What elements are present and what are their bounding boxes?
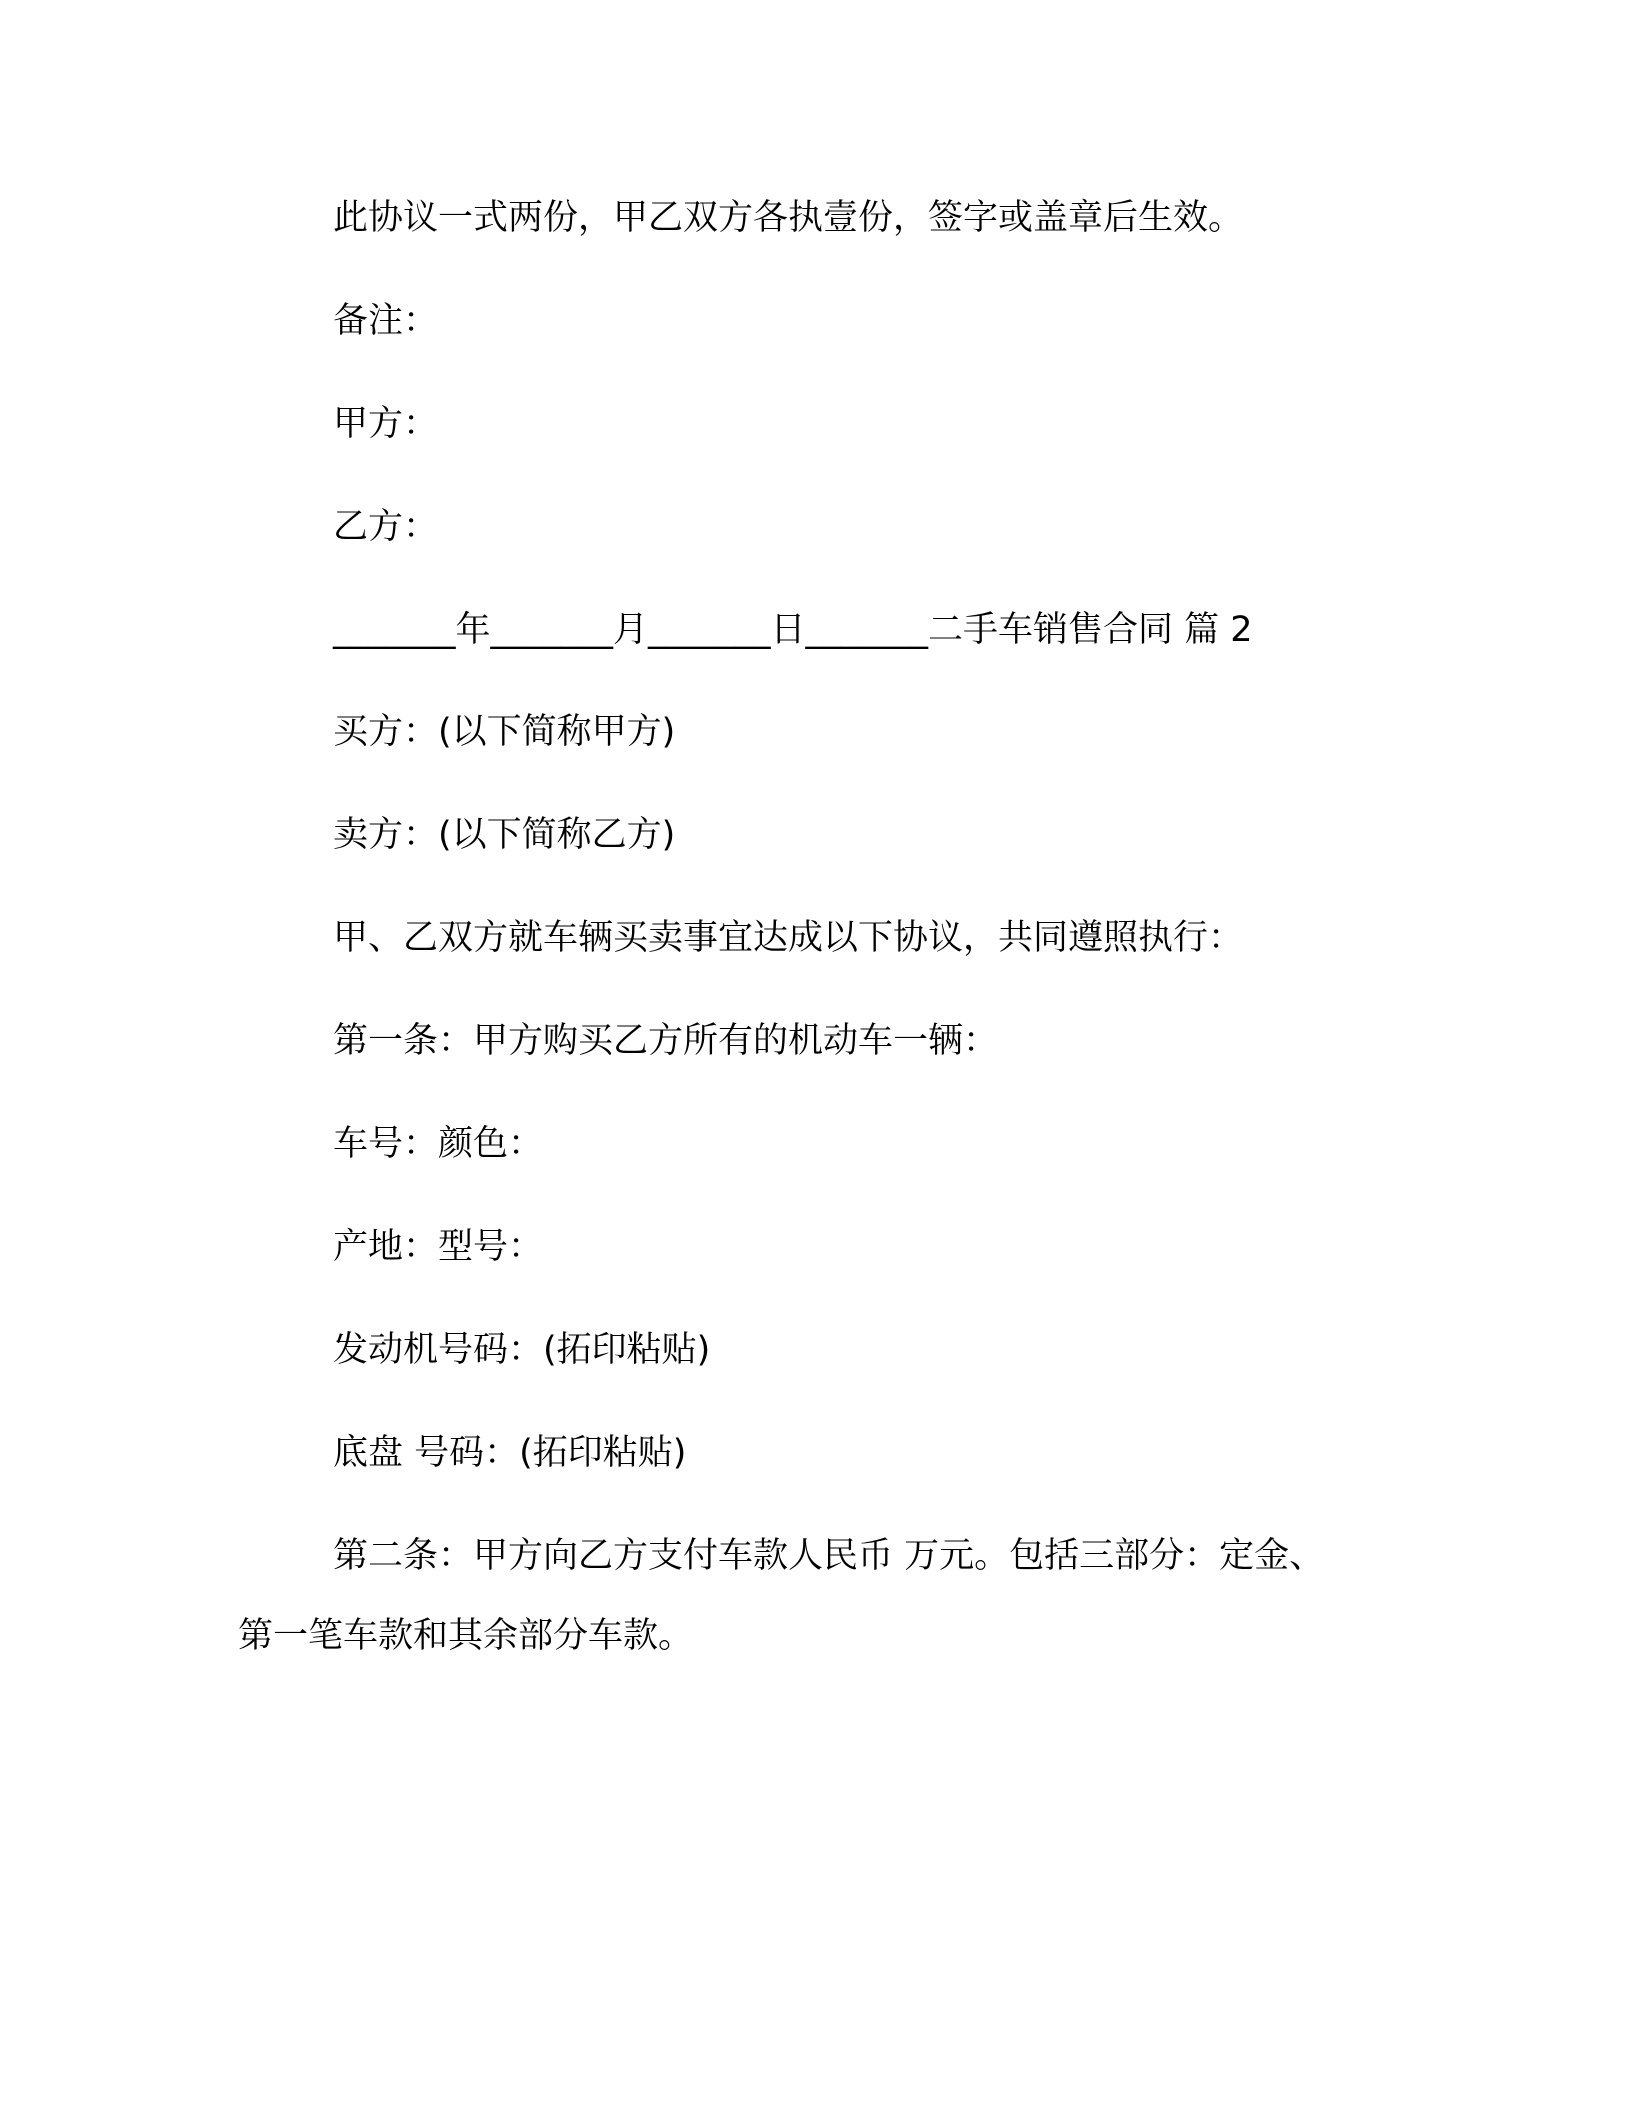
- paragraph-plate-color: 车号：颜色：: [333, 1124, 544, 1164]
- paragraph-date-and-title: _______年_______月_______日_______二手车销售合同 篇 2: [333, 610, 1253, 650]
- paragraph-remarks: 备注：: [333, 301, 439, 341]
- paragraph-buyer: 买方：(以下简称甲方): [333, 712, 676, 752]
- paragraph-chassis-number: 底盘 号码：(拓印粘贴): [333, 1433, 687, 1473]
- paragraph-seller: 卖方：(以下简称乙方): [333, 815, 676, 855]
- paragraph-article-1: 第一条：甲方购买乙方所有的机动车一辆：: [333, 1021, 999, 1061]
- paragraph-party-b: 乙方：: [333, 507, 439, 547]
- paragraph-origin-model: 产地：型号：: [333, 1227, 544, 1267]
- paragraph-effect-clause: 此协议一式两份，甲乙双方各执壹份，签字或盖章后生效。: [333, 198, 1244, 238]
- paragraph-article-2: 第二条：甲方向乙方支付车款人民币 万元。包括三部分：定金、: [333, 1536, 1325, 1576]
- paragraph-party-a: 甲方：: [333, 404, 439, 444]
- paragraph-article-2-continuation: 第一笔车款和其余部分车款。: [238, 1616, 694, 1656]
- paragraph-agreement-intro: 甲、乙双方就车辆买卖事宜达成以下协议，共同遵照执行：: [333, 918, 1244, 958]
- paragraph-engine-number: 发动机号码：(拓印粘贴): [333, 1330, 711, 1370]
